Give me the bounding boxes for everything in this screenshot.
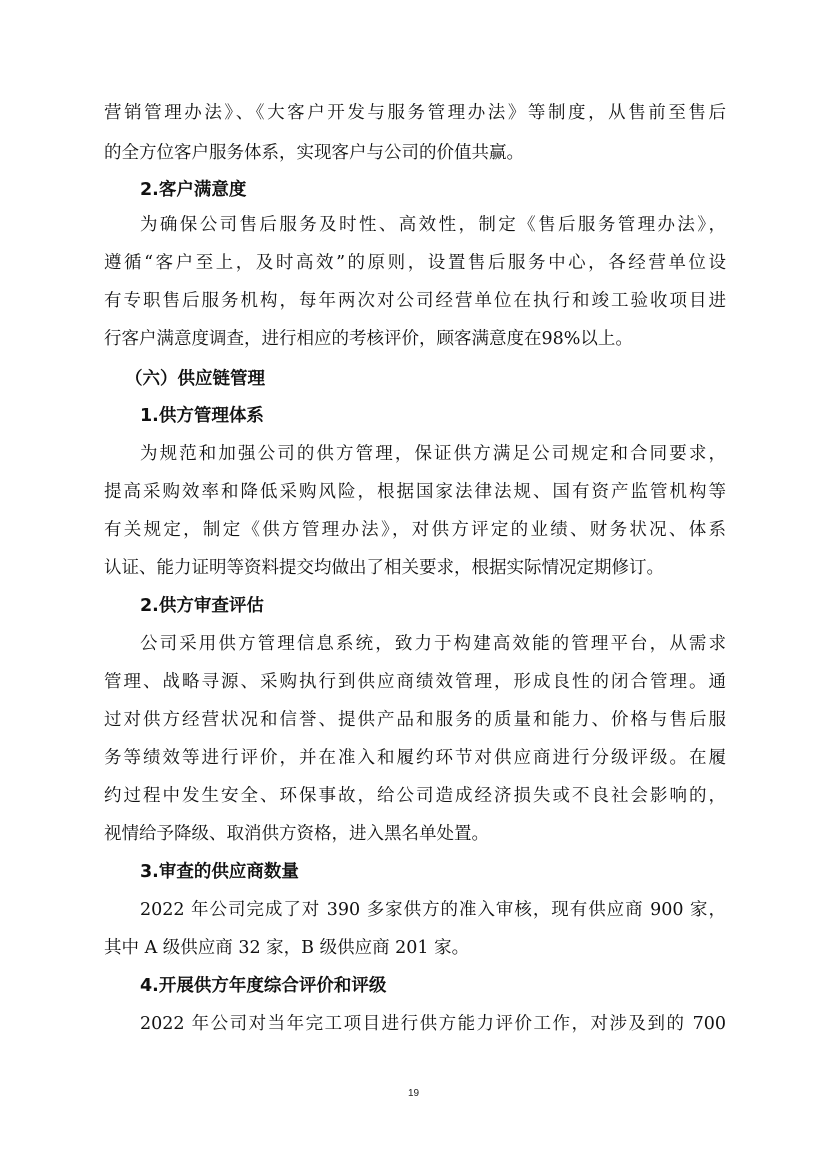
page-number: 19 [407,1088,420,1099]
section-heading: 1.供方管理体系 [140,406,264,426]
section-heading: 4.开展供方年度综合评价和评级 [140,976,387,996]
paragraph-line: 2022 年公司完成了对 390 多家供方的准入审核，现有供应商 900 家， [140,900,726,920]
paragraph-line: 有关规定，制定《供方管理办法》，对供方评定的业绩、财务状况、体系 [104,520,726,540]
paragraph-line: 行客户满意度调查，进行相应的考核评价，顾客满意度在98%以上。 [104,329,633,349]
section-heading: 2.供方审查评估 [140,596,264,616]
paragraph-line: 有专职售后服务机构，每年两次对公司经营单位在执行和竣工验收项目进 [104,291,726,311]
paragraph-line: 约过程中发生安全、环保事故，给公司造成经济损失或不良社会影响的， [104,786,726,806]
paragraph-line: 的全方位客户服务体系，实现客户与公司的价值共赢。 [104,143,524,163]
paragraph-line: 务等绩效等进行评价，并在准入和履约环节对供应商进行分级评级。在履 [104,748,726,768]
paragraph-line: 过对供方经营状况和信誉、提供产品和服务的质量和能力、价格与售后服 [104,710,726,730]
section-heading: （六）供应链管理 [125,369,265,389]
paragraph-line: 认证、能力证明等资料提交均做出了相关要求，根据实际情况定期修订。 [104,558,664,578]
section-heading: 2.客户满意度 [140,180,247,200]
paragraph-line: 为规范和加强公司的供方管理，保证供方满足公司规定和合同要求， [140,444,726,464]
paragraph-line: 公司采用供方管理信息系统，致力于构建高效能的管理平台，从需求 [140,634,726,654]
paragraph-line: 其中 A 级供应商 32 家，B 级供应商 201 家。 [104,938,470,958]
section-heading: 3.审查的供应商数量 [140,862,299,882]
paragraph-line: 营销管理办法》、《大客户开发与服务管理办法》等制度，从售前至售后 [104,103,726,123]
paragraph-line: 2022 年公司对当年完工项目进行供方能力评价工作，对涉及到的 700 [140,1014,726,1034]
paragraph-line: 管理、战略寻源、采购执行到供应商绩效管理，形成良性的闭合管理。通 [104,672,726,692]
paragraph-line: 为确保公司售后服务及时性、高效性，制定《售后服务管理办法》， [140,215,726,235]
paragraph-line: 视情给予降级、取消供方资格，进入黑名单处置。 [104,824,489,844]
paragraph-line: 提高采购效率和降低采购风险，根据国家法律法规、国有资产监管机构等 [104,482,726,502]
paragraph-line: 遵循“客户至上，及时高效”的原则，设置售后服务中心，各经营单位设 [104,253,726,273]
